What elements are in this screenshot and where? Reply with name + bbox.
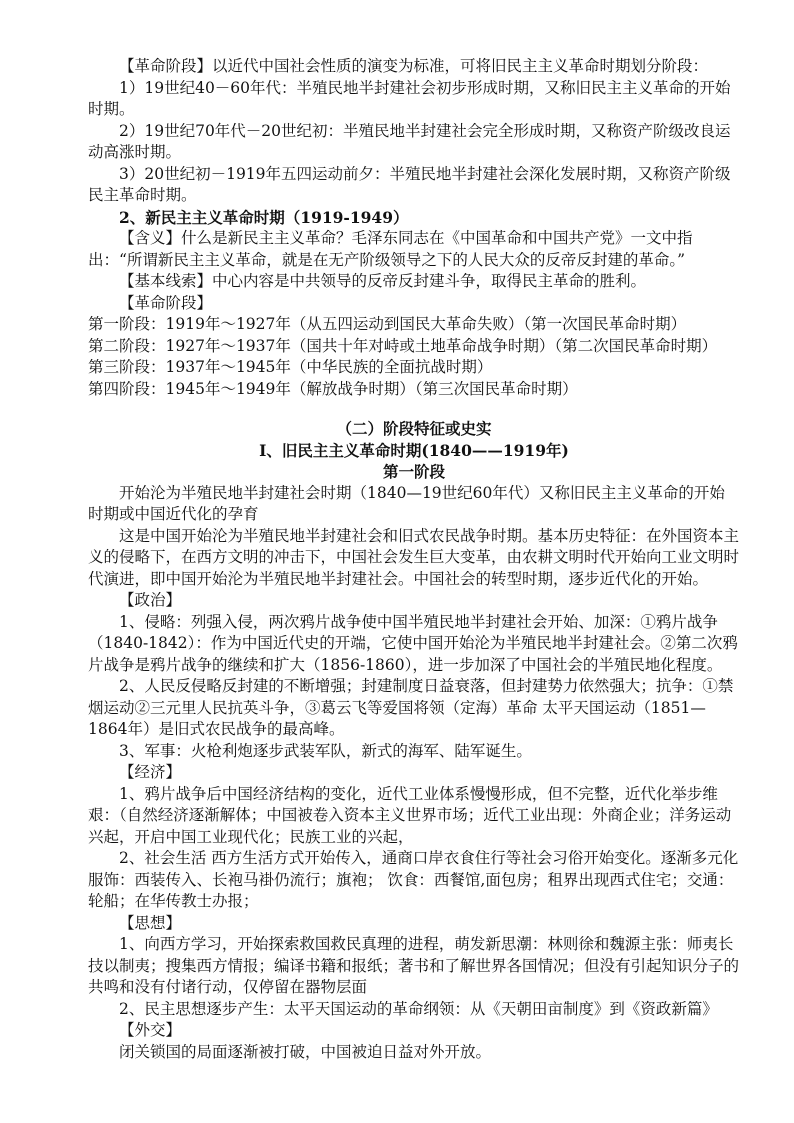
new-stage-4: 第四阶段：1945年～1949年（解放战争时期）（第三次国民革命时期） bbox=[88, 379, 578, 398]
section-title: （二）阶段特征或史实 bbox=[336, 419, 492, 438]
politics-item-1: 1、侵略：列强入侵，两次鸦片战争使中国半殖民地半封建社会开始、加深：①鸦片战争（1840-1842）：作为中国近代史的开端，它使中国开始沦为半殖民地半封建社会。②第二次鸦片战争是鸦片战争的继续和扩大（1856-1860），进一步加深了中国社会的半殖民地化程度。 bbox=[88, 612, 738, 674]
phase-description: 这是中国开始沦为半殖民地半封建社会和旧式农民战争时期。基本历史特征：在外国资本主义的侵略下，在西方文明的冲击下，中国社会发生巨大变革，由农耕文明时代开始向工业文明时代演进，即中国开始沦为半殖民地半封建社会。中国社会的转型时期，逐步近代化的开始。 bbox=[88, 526, 740, 588]
phase-title: 第一阶段 bbox=[382, 462, 445, 481]
new-stage-1: 第一阶段：1919年～1927年（从五四运动到国民大革命失败）（第一次国民革命时期） bbox=[88, 315, 687, 333]
old-stage-2: 2）19世纪70年代－20世纪初：半殖民地半封建社会完全形成时期，又称资产阶级改良运动高涨时期。 bbox=[88, 121, 731, 161]
politics-item-2: 2、人民反侵略反封建的不断增强；封建制度日益衰落，但封建势力依然强大；抗争：①禁烟运动②三元里人民抗英斗争，③葛云飞等爱国将领（定海）革命 太平天国运动（1851—1864年）是旧式农民战争的最高峰。 bbox=[88, 677, 734, 738]
thought-label: 【思想】 bbox=[119, 913, 182, 932]
period-title: Ⅰ、旧民主主义革命时期(1840——1919年) bbox=[259, 440, 569, 460]
section-gap bbox=[88, 400, 740, 418]
old-stage-1: 1）19世纪40－60年代：半殖民地半封建社会初步形成时期，又称旧民主主义革命的开始时期。 bbox=[88, 78, 731, 118]
basic-line-paragraph: 【基本线索】中心内容是中共领导的反帝反封建斗争，取得民主革命的胜利。 bbox=[119, 272, 647, 290]
diplomacy-label: 【外交】 bbox=[119, 1021, 182, 1039]
thought-item-1: 1、向西方学习，开始探索救国救民真理的进程，萌发新思潮：林则徐和魏源主张：师夷长技以制夷；搜集西方情报；编译书籍和报纸；著书和了解世界各国情况；但没有引起知识分子的共鸣和没有付诸行动，仅停留在器物层面 bbox=[88, 935, 740, 996]
revolution-stage-intro: 【革命阶段】以近代中国社会性质的演变为标准，可将旧民主主义革命时期划分阶段： bbox=[119, 57, 709, 75]
politics-item-3: 3、军事：火枪利炮逐步武装军队，新式的海军、陆军诞生。 bbox=[119, 741, 532, 760]
revolution-stage-label: 【革命阶段】 bbox=[119, 293, 213, 312]
meaning-paragraph: 【含义】什么是新民主主义革命？毛泽东同志在《中国革命和中国共产党》一文中指出：“所谓新民主主义革命，就是在无产阶级领导之下的人民大众的反帝反封建的革命。” bbox=[88, 229, 693, 269]
economy-label: 【经济】 bbox=[119, 763, 182, 781]
new-stage-3: 第三阶段：1937年～1945年（中华民族的全面抗战时期） bbox=[88, 358, 493, 376]
old-stage-3: 3）20世纪初－1919年五四运动前夕：半殖民地半封建社会深化发展时期，又称资产阶级民主革命时期。 bbox=[88, 164, 731, 204]
economy-item-2: 2、社会生活 西方生活方式开始传入，通商口岸衣食住行等社会习俗开始变化。逐渐多元化服饰：西装传入、长袍马褂仍流行；旗袍； 饮食：西餐馆,面包房；租界出现西式住宅；交通：轮船；在华传教士办报； bbox=[88, 849, 739, 910]
document-body bbox=[88, 56, 740, 1063]
thought-item-2: 2、民主思想逐步产生：太平天国运动的革命纲领：从《天朝田亩制度》到《资政新篇》 bbox=[119, 999, 718, 1018]
diplomacy-text: 闭关锁国的局面逐渐被打破，中国被迫日益对外开放。 bbox=[119, 1042, 492, 1061]
economy-item-1: 1、鸦片战争后中国经济结构的变化，近代工业体系慢慢形成，但不完整，近代化举步维艰：（自然经济逐渐解体；中国被卷入资本主义世界市场；近代工业出现：外商企业；洋务运动兴起，开启中国工业现代化；民族工业的兴起， bbox=[88, 784, 732, 846]
phase-intro: 开始沦为半殖民地半封建社会时期（1840—19世纪60年代）又称旧民主主义革命的开始时期或中国近代化的孕育 bbox=[88, 483, 725, 523]
politics-label: 【政治】 bbox=[119, 591, 182, 609]
new-democratic-heading: 2、新民主主义革命时期（1919-1949） bbox=[119, 207, 409, 227]
new-stage-2: 第二阶段：1927年～1937年（国共十年对峙或土地革命战争时期）（第二次国民革命时期） bbox=[88, 336, 718, 355]
